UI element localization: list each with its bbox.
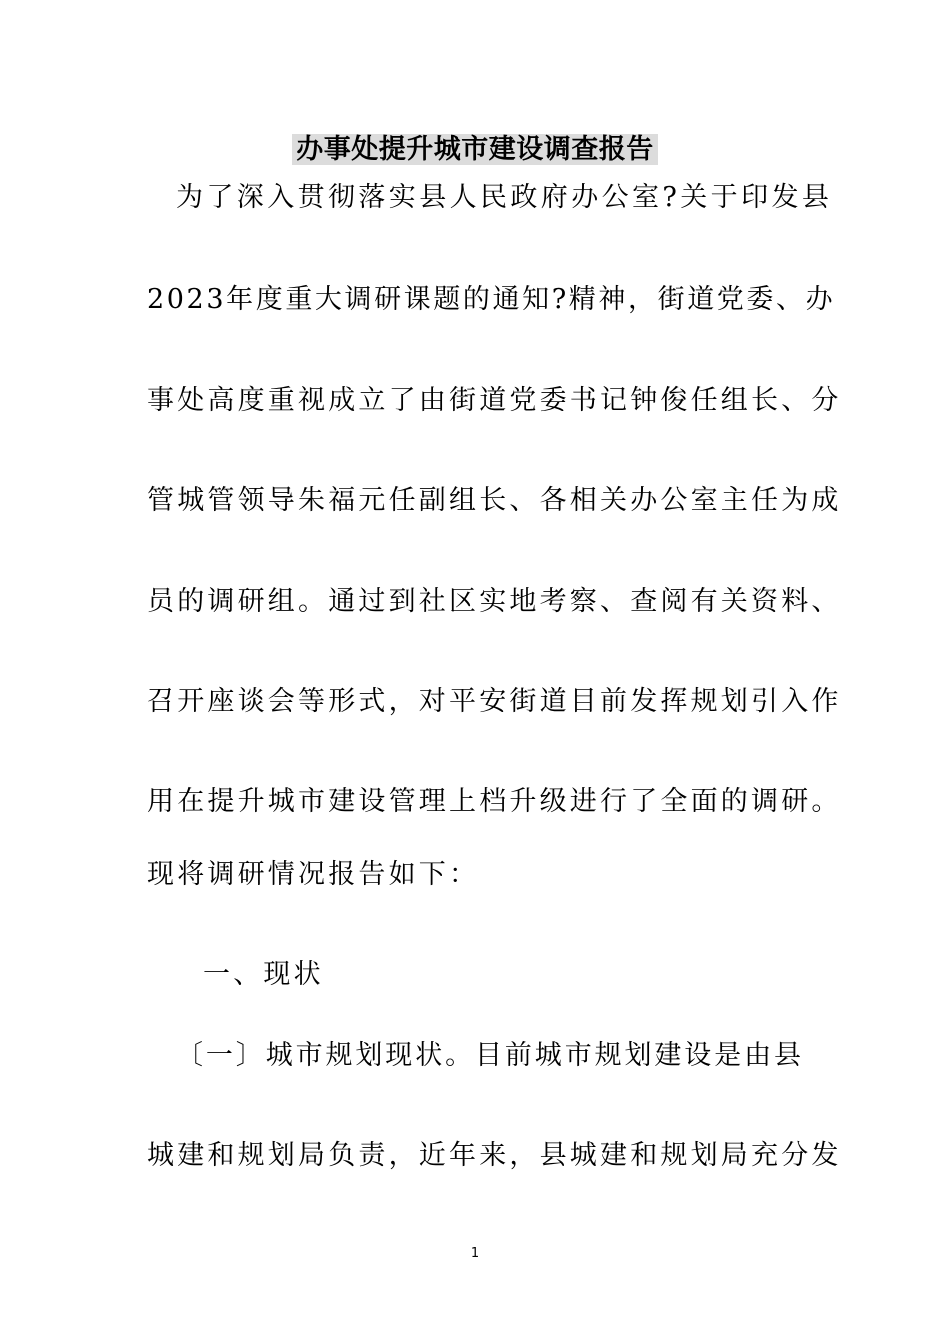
- paragraph-line: 现将调研情况报告如下：: [147, 859, 480, 890]
- paragraph-line: 事处高度重视成立了由街道党委书记钟俊任组长、分: [147, 385, 842, 416]
- paragraph-line: 员的调研组。通过到社区实地考察、查阅有关资料、: [147, 586, 842, 617]
- paragraph-line: 召开座谈会等形式，对平安街道目前发挥规划引入作: [147, 686, 842, 717]
- paragraph-line: 2023年度重大调研课题的通知?精神，街道党委、办: [147, 284, 836, 315]
- document-title: [0, 128, 950, 172]
- section-heading: 一、现状: [203, 959, 324, 990]
- paragraph-line: 管城管领导朱福元任副组长、各相关办公室主任为成: [147, 485, 842, 516]
- page-number: 1: [470, 1246, 480, 1261]
- paragraph-line: 用在提升城市建设管理上档升级进行了全面的调研。: [147, 786, 842, 817]
- paragraph-line: 城建和规划局负责，近年来，县城建和规划局充分发: [147, 1140, 842, 1171]
- subsection-line: 〔一〕城市规划现状。目前城市规划建设是由县: [176, 1040, 804, 1071]
- document-title-text: 办事处提升城市建设调查报告: [292, 134, 658, 165]
- paragraph-line: 为了深入贯彻落实县人民政府办公室?关于印发县: [176, 182, 833, 213]
